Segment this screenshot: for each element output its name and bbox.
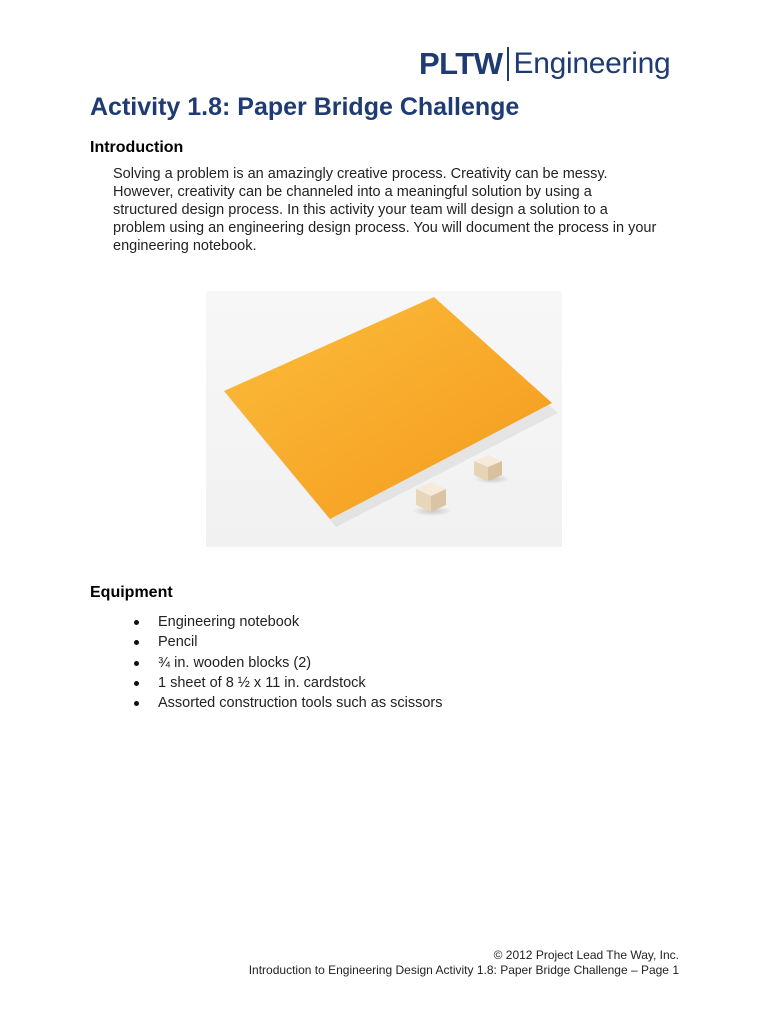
footer-course-line: Introduction to Engineering Design Activity 1.8: Paper Bridge Challenge – Page 1 [248, 963, 679, 977]
list-item: Pencil [113, 632, 442, 652]
logo-divider [507, 47, 509, 81]
intro-line: problem using an engineering design process. You will document the process in your [113, 220, 657, 236]
intro-line: engineering notebook. [113, 238, 257, 254]
paper-and-blocks-illustration [206, 291, 562, 547]
intro-line: However, creativity can be channeled into a meaningful solution by using a [113, 184, 592, 200]
introduction-heading: Introduction [90, 139, 184, 156]
logo-brand: PLTW [419, 46, 503, 81]
footer-copyright: © 2012 Project Lead The Way, Inc. [493, 948, 679, 962]
list-item: 1 sheet of 8 ½ x 11 in. cardstock [113, 673, 442, 693]
list-item: Assorted construction tools such as scissors [113, 693, 442, 713]
pltw-engineering-logo [419, 46, 670, 82]
page-title: Activity 1.8: Paper Bridge Challenge [90, 93, 520, 121]
list-item: ¾ in. wooden blocks (2) [113, 653, 442, 673]
equipment-heading: Equipment [90, 584, 173, 601]
page-footer [249, 948, 679, 978]
introduction-paragraph [113, 165, 693, 255]
equipment-list [113, 612, 442, 713]
logo-product: Engineering [513, 47, 671, 80]
cardstock-sheet [224, 297, 552, 519]
list-item: Engineering notebook [113, 612, 442, 632]
paper-and-blocks-photo [206, 291, 562, 547]
intro-line: structured design process. In this activity your team will design a solution to a [113, 202, 608, 218]
intro-line: Solving a problem is an amazingly creative process. Creativity can be messy. [113, 166, 608, 182]
